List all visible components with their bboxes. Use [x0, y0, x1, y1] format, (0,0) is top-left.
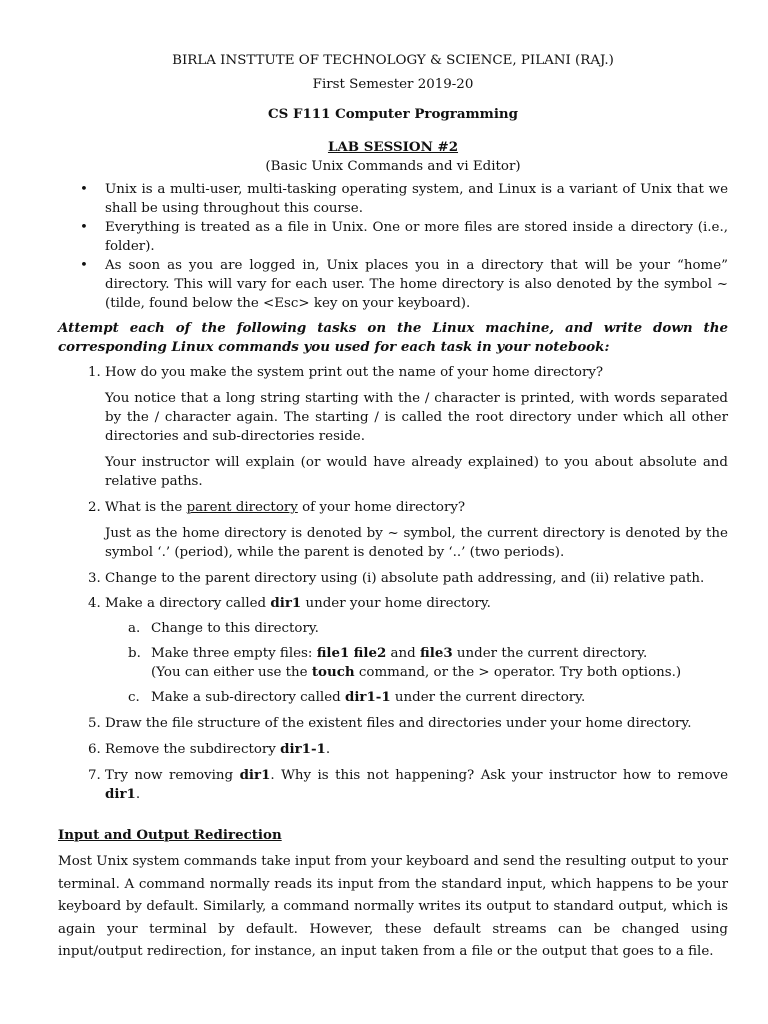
bullet-item: [58, 256, 728, 313]
question-1-note-1: You notice that a long string starting with the / character is printed, with words separated by the / character again. The starting / is called the root directory under which all other directories and sub-directories reside.: [105, 391, 728, 444]
question-2: [58, 498, 728, 517]
question-text-post: under your home directory.: [301, 596, 491, 611]
semester: First Semester 2019-20: [312, 77, 474, 92]
section-heading: Input and Output Redirection: [58, 827, 282, 843]
intro-bullet-list: [58, 180, 728, 313]
command-name: dir1-1: [280, 741, 326, 757]
question-text-post: of your home directory?: [297, 500, 466, 515]
question-3: [58, 569, 728, 588]
course-title: CS F111 Computer Programming: [267, 106, 519, 122]
question-6: [58, 740, 728, 759]
subtask-letter: c.: [128, 690, 140, 705]
bullet-text: Everything is treated as a file in Unix. One or more files are stored inside a directory (i.e., folder).: [105, 220, 728, 254]
conjunction: and: [386, 646, 420, 661]
question-1: [58, 363, 728, 382]
file-name: file1: [316, 645, 350, 661]
subtask-text-post: under the current directory.: [390, 690, 586, 705]
subtask-letter: a.: [128, 621, 141, 636]
subtask-letter: b.: [128, 646, 141, 661]
command-name: dir1: [239, 767, 271, 783]
subtask-b: [58, 644, 728, 682]
question-text-pre: Make a directory called: [105, 596, 271, 611]
file-name: file2: [353, 645, 387, 661]
parent-directory-term: parent directory: [186, 500, 298, 515]
command-name: dir1: [105, 786, 136, 802]
bullet-text: Unix is a multi-user, multi-tasking operating system, and Linux is a variant of Unix that we shall be using throughout this course.: [105, 182, 728, 216]
subtask-text-pre: Make a sub-directory called: [151, 690, 345, 705]
bullet-icon: •: [80, 182, 88, 197]
command-name: dir1: [270, 595, 302, 611]
question-text-pre: Try now removing: [105, 768, 240, 783]
question-text-pre: What is the: [105, 500, 187, 515]
question-1-note-2: Your instructor will explain (or would have already explained) to you about absolute and relative paths.: [105, 455, 728, 489]
subtask-text: Change to this directory.: [151, 621, 319, 636]
question-7: [58, 766, 728, 804]
file-name: file3: [420, 645, 453, 661]
bullet-item: [58, 180, 728, 218]
bullet-item: [58, 218, 728, 256]
subtask-c: [58, 688, 728, 707]
subtask-line2-post: command, or the > operator. Try both options.): [354, 665, 682, 680]
task-instructions: Attempt each of the following tasks on the Linux machine, and write down the corresponding Linux commands you used for each task in your notebook:: [58, 320, 728, 355]
question-2-note: Just as the home directory is denoted by ~ symbol, the current directory is denoted by the symbol ‘.’ (period), while the parent is denoted by ‘..’ (two periods).: [105, 526, 728, 560]
subtask-a: [58, 619, 728, 638]
subtask-line2-pre: (You can either use the: [151, 665, 312, 680]
question-number: 2.: [88, 500, 101, 515]
subtask-text-post: under the current directory.: [452, 646, 648, 661]
institute-name: BIRLA INSTTUTE OF TECHNOLOGY & SCIENCE, PILANI (RAJ.): [172, 53, 614, 68]
lab-subtitle: (Basic Unix Commands and vi Editor): [265, 159, 521, 174]
question-text: Change to the parent directory using (i) absolute path addressing, and (ii) relative path.: [105, 571, 705, 586]
question-number: 3.: [88, 571, 101, 586]
question-text-pre: Remove the subdirectory: [105, 742, 281, 757]
question-5: [58, 714, 728, 733]
command-name: dir1-1: [344, 689, 391, 705]
question-number: 7.: [88, 768, 101, 783]
question-text-post: .: [135, 787, 141, 802]
question-number: 6.: [88, 742, 101, 757]
question-text: How do you make the system print out the name of your home directory?: [105, 365, 604, 380]
bullet-icon: •: [80, 220, 88, 235]
question-4: [58, 594, 728, 613]
subtask-text-pre: Make three empty files:: [151, 646, 317, 661]
question-number: 1.: [88, 365, 101, 380]
bullet-text: As soon as you are logged in, Unix places you in a directory that will be your “home” directory. This will vary for each user. The home directory is also denoted by the symbol ~ (tilde, found below the <Esc> key on your keyboard).: [105, 258, 728, 311]
bullet-icon: •: [80, 258, 88, 273]
section-body: Most Unix system commands take input from your keyboard and send the resulting output to your terminal. A command normally reads its input from the standard input, which happens to be your keyboard by default. Similarly, a command normally writes its output to standard output, which is again your terminal by default. However, these default streams can be changed using input/output redirection, for instance, an input taken from a file or the output that goes to a file.: [58, 854, 728, 960]
question-text-post: .: [325, 742, 331, 757]
question-text: Draw the file structure of the existent files and directories under your home directory.: [105, 716, 692, 731]
lab-title: LAB SESSION #2: [327, 139, 459, 155]
question-text-mid: . Why is this not happening? Ask your instructor how to remove: [270, 768, 728, 783]
command-name: touch: [311, 664, 355, 680]
question-number: 5.: [88, 716, 101, 731]
question-number: 4.: [88, 596, 101, 611]
